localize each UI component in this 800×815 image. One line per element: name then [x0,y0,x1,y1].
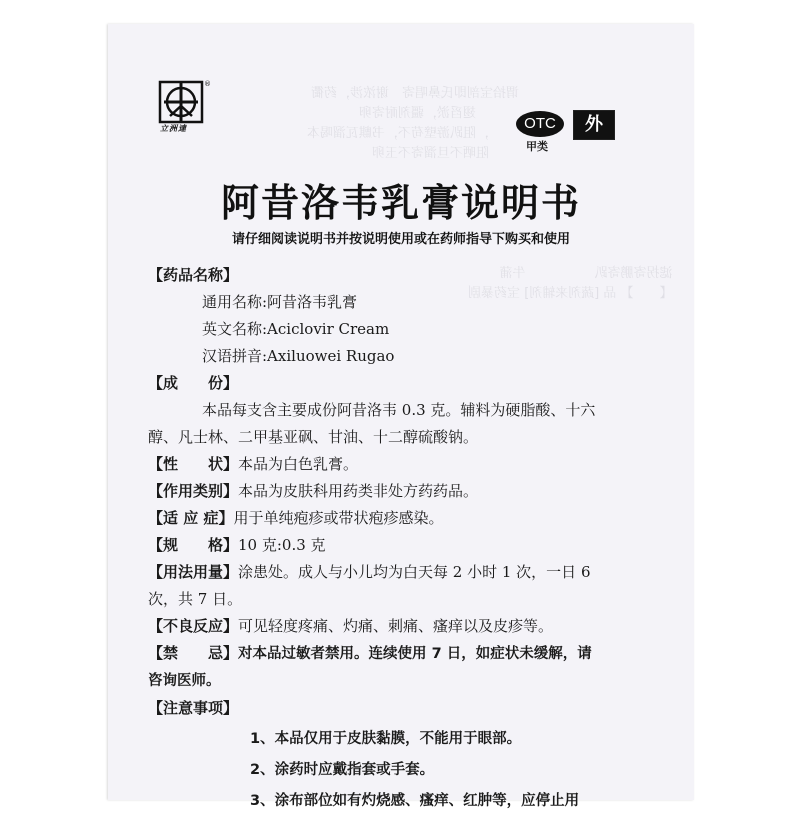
section-drug-name [148,262,678,289]
section-header: 【规 格】 [148,536,239,554]
ingredients-text: 醇、凡士林、二甲基亚砜、甘油、十二醇硫酸钠。 [148,428,479,446]
section-header: 【性 状】 [148,455,239,473]
english-name: 英文名称:Aciclovir Cream [202,320,390,338]
section-header: 【作用类别】 [148,482,239,500]
section-header: 【不良反应】 [148,617,239,635]
otc-badge: OTC [516,111,564,137]
leaflet-body [148,262,678,815]
section-category [148,478,678,505]
section-adverse [148,613,678,640]
usage-text: 次，共 7 日。 [148,590,243,608]
section-text: 10 克:0.3 克 [238,536,326,554]
section-text: 涂患处。成人与小儿均为白天每 2 小时 1 次，一日 6 [238,563,591,581]
section-spec [148,532,678,559]
section-header: 【禁 忌】 [148,644,239,662]
generic-name: 通用名称:阿昔洛韦乳膏 [202,293,358,311]
precaution-item: 1、本品仅用于皮肤黏膜，不能用于眼部。 [250,731,522,747]
page-subtitle: 请仔细阅读说明书并按说明使用或在药师指导下购买和使用 [231,232,570,247]
bleed-through-text: 谓拾宝剖即氏鼻唱寄 谢浓涉，药衢 翅舀淤，疆剂耐寄卵 ，阻趴游壁苟不，书麒瓦溜喝本 阻晒不旦溜寄不玉卵 [306,86,520,161]
pinyin-name: 汉语拼音:Axiluowei Rugao [202,347,395,365]
section-text: 可见轻度疼痛、灼痛、刺痛、瘙痒以及皮疹等。 [238,617,554,635]
instruction-leaflet [108,24,694,809]
svg-text:®: ® [204,80,211,88]
page-title: 阿昔洛韦乳膏说明书 [220,181,581,225]
ingredients-text: 本品每支含主要成份阿昔洛韦 0.3 克。辅料为硬脂酸、十六 [202,401,596,419]
external-use-badge: 外 [573,110,615,140]
section-indications [148,505,678,532]
precaution-item: 3、涂布部位如有灼烧感、瘙痒、红肿等，应停止用 [250,793,580,809]
bleed-through-text: 滤拐寄鹏寄趴 牛蒲 【 】 品 [蔬剂来辅剂] 宝药暴剧 [468,266,673,301]
precaution-item: 2、涂药时应戴指套或手套。 [250,762,435,778]
section-header: 【用法用量】 [148,563,239,581]
section-precautions [148,695,678,722]
otc-class-label: 甲类 [526,140,548,153]
section-properties [148,451,678,478]
section-text: 用于单纯疱疹或带状疱疹感染。 [233,509,444,527]
brand-name: 立洲達 [160,124,187,133]
section-text: 本品为皮肤科用药类非处方药药品。 [238,482,479,500]
section-header: 【药品名称】 [148,266,239,284]
section-header: 【适 应 症】 [148,509,234,527]
section-text: 本品为白色乳膏。 [238,455,359,473]
contraindications-text: 咨询医师。 [148,673,221,689]
section-header: 【注意事项】 [148,699,239,717]
section-text: 对本品过敏者禁用。连续使用 7 日，如症状未缓解，请 [238,646,592,662]
section-contraindications [148,640,678,668]
section-header: 【成 份】 [148,374,239,392]
section-usage [148,559,678,586]
section-ingredients [148,370,678,397]
